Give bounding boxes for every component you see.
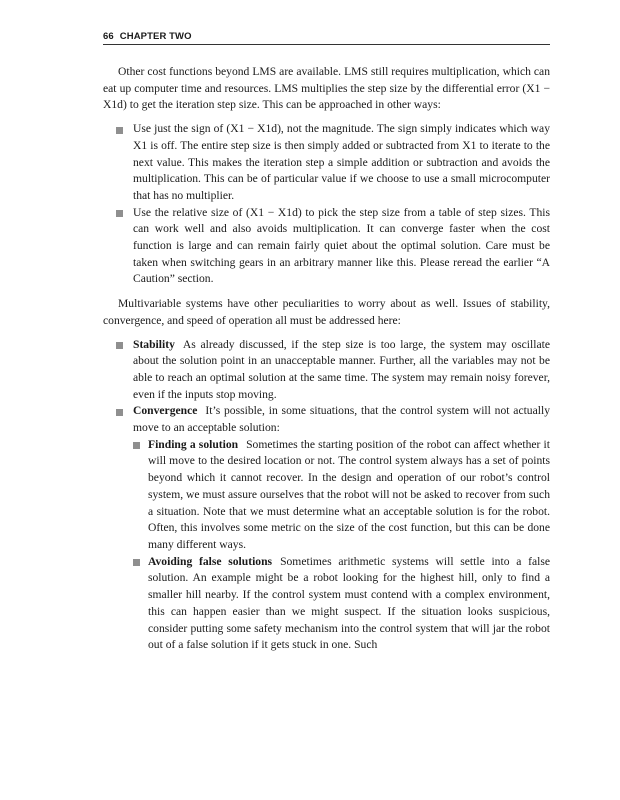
list-item xyxy=(103,205,550,289)
list-item xyxy=(103,121,550,205)
false-solutions-text: Sometimes arithmetic systems will settle into a false solution. An example might be a robot looking for the highest hill, only to find a smaller hill nearby. If the control system must contend with a complex environment, this can happen easier than we might suspect. If the situation looks suspicious, consider putting some safety mechanism into the control system that will jar the robot out of a false solution if it gets stuck in one. Such xyxy=(148,554,550,652)
running-header xyxy=(103,31,550,45)
list-item-finding-solution xyxy=(133,437,550,554)
square-bullet-icon xyxy=(133,559,140,566)
square-bullet-icon xyxy=(116,342,123,349)
list-item-stability xyxy=(103,337,550,404)
convergence-sublist xyxy=(133,437,550,654)
multivariable-paragraph: Multivariable systems have other peculiarities to worry about as well. Issues of stability, convergence, and speed of operation all must be addressed here: xyxy=(103,297,550,327)
stability-text: As already discussed, if the step size is too large, the system may oscillate about the solution point in an unacceptable manner. Further, all the variables may not be able to reach an optimal solution at the same time. The system may remain noisy forever, even if the inputs stop moving. xyxy=(133,337,550,401)
stability-term: Stability xyxy=(133,337,175,351)
page-number: 66 xyxy=(103,31,114,42)
list-item-convergence xyxy=(103,403,550,654)
square-bullet-icon xyxy=(116,127,123,134)
list-item-false-solutions xyxy=(133,554,550,654)
page-body xyxy=(103,64,550,654)
finding-solution-text: Sometimes the starting position of the robot can affect whether it will move to the desired location or not. The control system always has a set of points beyond which it cannot recover. In the design and operation of our robot’s control system, we must assure ourselves that the robot will not be asked to recover from such a situation. Note that we must determine what an acceptable solution is for the robot. Often, this involves some metric on the size of the cost function, but this can be done many different ways. xyxy=(148,437,550,551)
square-bullet-icon xyxy=(116,210,123,217)
chapter-title: CHAPTER TWO xyxy=(119,31,192,42)
approach-table-text: Use the relative size of (X1 − X1d) to pick the step size from a table of step sizes. This can work well and also avoids multiplication. It can converge faster when the cost function is large and can remain fairly quiet about the optimal solution. Care must be taken when switching gears in an arbitrary manner like this. Please reread the earlier “A Caution” section. xyxy=(133,205,550,286)
issues-list xyxy=(103,337,550,654)
approaches-list xyxy=(103,121,550,288)
square-bullet-icon xyxy=(116,409,123,416)
finding-solution-term: Finding a solution xyxy=(148,437,239,451)
intro-paragraph: Other cost functions beyond LMS are available. LMS still requires multiplication, which can eat up computer time and resources. LMS multiplies the step size by the differential error (X1 − X1d) to get the iteration step size. This can be approached in other ways: xyxy=(103,65,550,112)
approach-sign-text: Use just the sign of (X1 − X1d), not the magnitude. The sign simply indicates which way X1 is off. The entire step size is then simply added or subtracted from X1 to iterate to the next value. This makes the iteration step a simple addition or subtraction and avoids the multiplication. This can be of particular value if we choose to use a small microcomputer that has no multiplier. xyxy=(133,122,550,202)
false-solutions-term: Avoiding false solutions xyxy=(148,554,273,568)
convergence-term: Convergence xyxy=(133,404,198,418)
convergence-text: It’s possible, in some situations, that the control system will not actually move to an acceptable solution: xyxy=(133,404,550,435)
square-bullet-icon xyxy=(133,442,140,449)
